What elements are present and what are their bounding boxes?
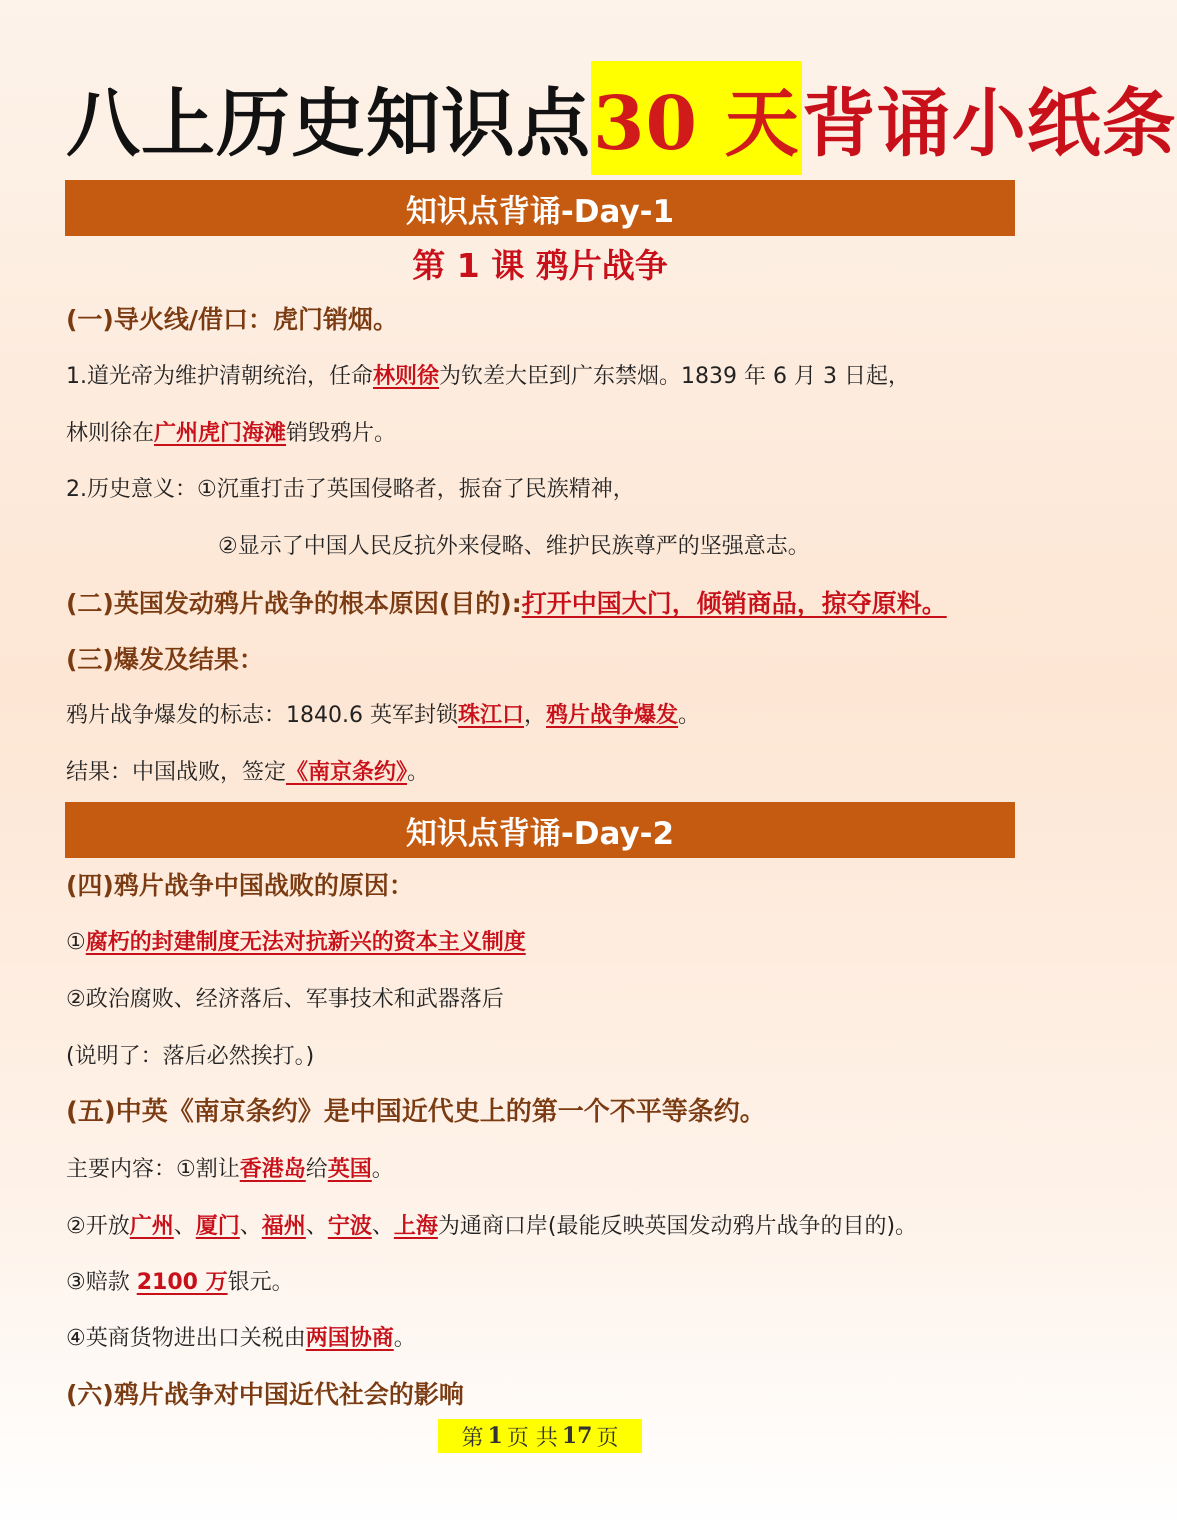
- day1-banner: 知识点背诵-Day-1: [65, 180, 1015, 236]
- content-1: 主要内容：①割让香港岛给英国。: [66, 1157, 394, 1182]
- section-heading-6: (六)鸦片战争对中国近代社会的影响: [66, 1380, 464, 1409]
- keyword-hong-kong: 香港岛: [239, 1157, 306, 1182]
- port-xiamen: 厦门: [195, 1214, 240, 1239]
- significance-1: 2.历史意义：①沉重打击了英国侵略者，振奋了民族精神，: [66, 477, 635, 502]
- keyword-britain: 英国: [327, 1157, 372, 1182]
- port-fuzhou: 福州: [261, 1214, 306, 1239]
- content-2: ②开放广州、厦门、福州、宁波、上海为通商口岸(最能反映英国发动鸦片战争的目的)。: [66, 1214, 918, 1239]
- port-shanghai: 上海: [393, 1214, 438, 1239]
- keyword-war-outbreak: 鸦片战争爆发: [546, 703, 679, 728]
- day2-banner: 知识点背诵-Day-2: [65, 802, 1015, 858]
- port-guangzhou: 广州: [129, 1214, 174, 1239]
- reason-1: ①腐朽的封建制度无法对抗新兴的资本主义制度: [66, 930, 526, 955]
- section-heading-5: (五)中英《南京条约》是中国近代史上的第一个不平等条约。: [66, 1097, 766, 1127]
- page-total: 17: [561, 1423, 593, 1449]
- paragraph-1: 1.道光帝为维护清朝统治，任命林则徐为钦差大臣到广东禁烟。1839 年 6 月 3 日起，: [66, 364, 910, 389]
- keyword-pearl-river: 珠江口: [457, 703, 524, 728]
- keyword-purpose: 打开中国大门，倾销商品，掠夺原料。: [521, 589, 947, 618]
- lesson-title: 第 1 课 鸦片战争: [412, 246, 668, 285]
- section-heading-4: (四)鸦片战争中国战败的原因：: [66, 871, 414, 900]
- outbreak-line: 鸦片战争爆发的标志：1840.6 英军封锁珠江口，鸦片战争爆发。: [66, 703, 701, 728]
- result-line: 结果：中国战败，签定《南京条约》。: [66, 760, 430, 785]
- significance-2: ②显示了中国人民反抗外来侵略、维护民族尊严的坚强意志。: [218, 534, 810, 559]
- keyword-nanjing-treaty: 《南京条约》: [286, 760, 408, 785]
- title-highlight: 30 天: [591, 61, 802, 175]
- page-number: 1: [487, 1423, 503, 1449]
- keyword-indemnity: 2100 万: [136, 1270, 228, 1295]
- keyword-lin-zexu: 林则徐: [373, 364, 440, 389]
- reason-2: ②政治腐败、经济落后、军事技术和武器落后: [66, 987, 504, 1012]
- content-3: ③赔款 2100 万银元。: [66, 1270, 294, 1295]
- page-footer: 第 1 页 共 17 页: [438, 1419, 642, 1453]
- keyword-feudal-system: 腐朽的封建制度无法对抗新兴的资本主义制度: [85, 930, 526, 955]
- reason-note: (说明了：落后必然挨打。): [66, 1044, 315, 1069]
- page-title: [66, 64, 1177, 172]
- title-red: 背诵小纸条: [801, 81, 1177, 167]
- keyword-humen: 广州虎门海滩: [154, 421, 287, 446]
- section-heading-1: (一)导火线/借口：虎门销烟。: [66, 305, 398, 334]
- content-4: ④英商货物进出口关税由两国协商。: [66, 1326, 416, 1351]
- keyword-tariff: 两国协商: [305, 1326, 394, 1351]
- title-main: 八上历史知识点: [66, 81, 591, 167]
- paragraph-2: 林则徐在广州虎门海滩销毁鸦片。: [66, 421, 397, 446]
- section-heading-3: (三)爆发及结果：: [66, 645, 264, 674]
- section-heading-2: (二)英国发动鸦片战争的根本原因(目的):打开中国大门，倾销商品，掠夺原料。: [66, 589, 947, 618]
- port-ningbo: 宁波: [327, 1214, 372, 1239]
